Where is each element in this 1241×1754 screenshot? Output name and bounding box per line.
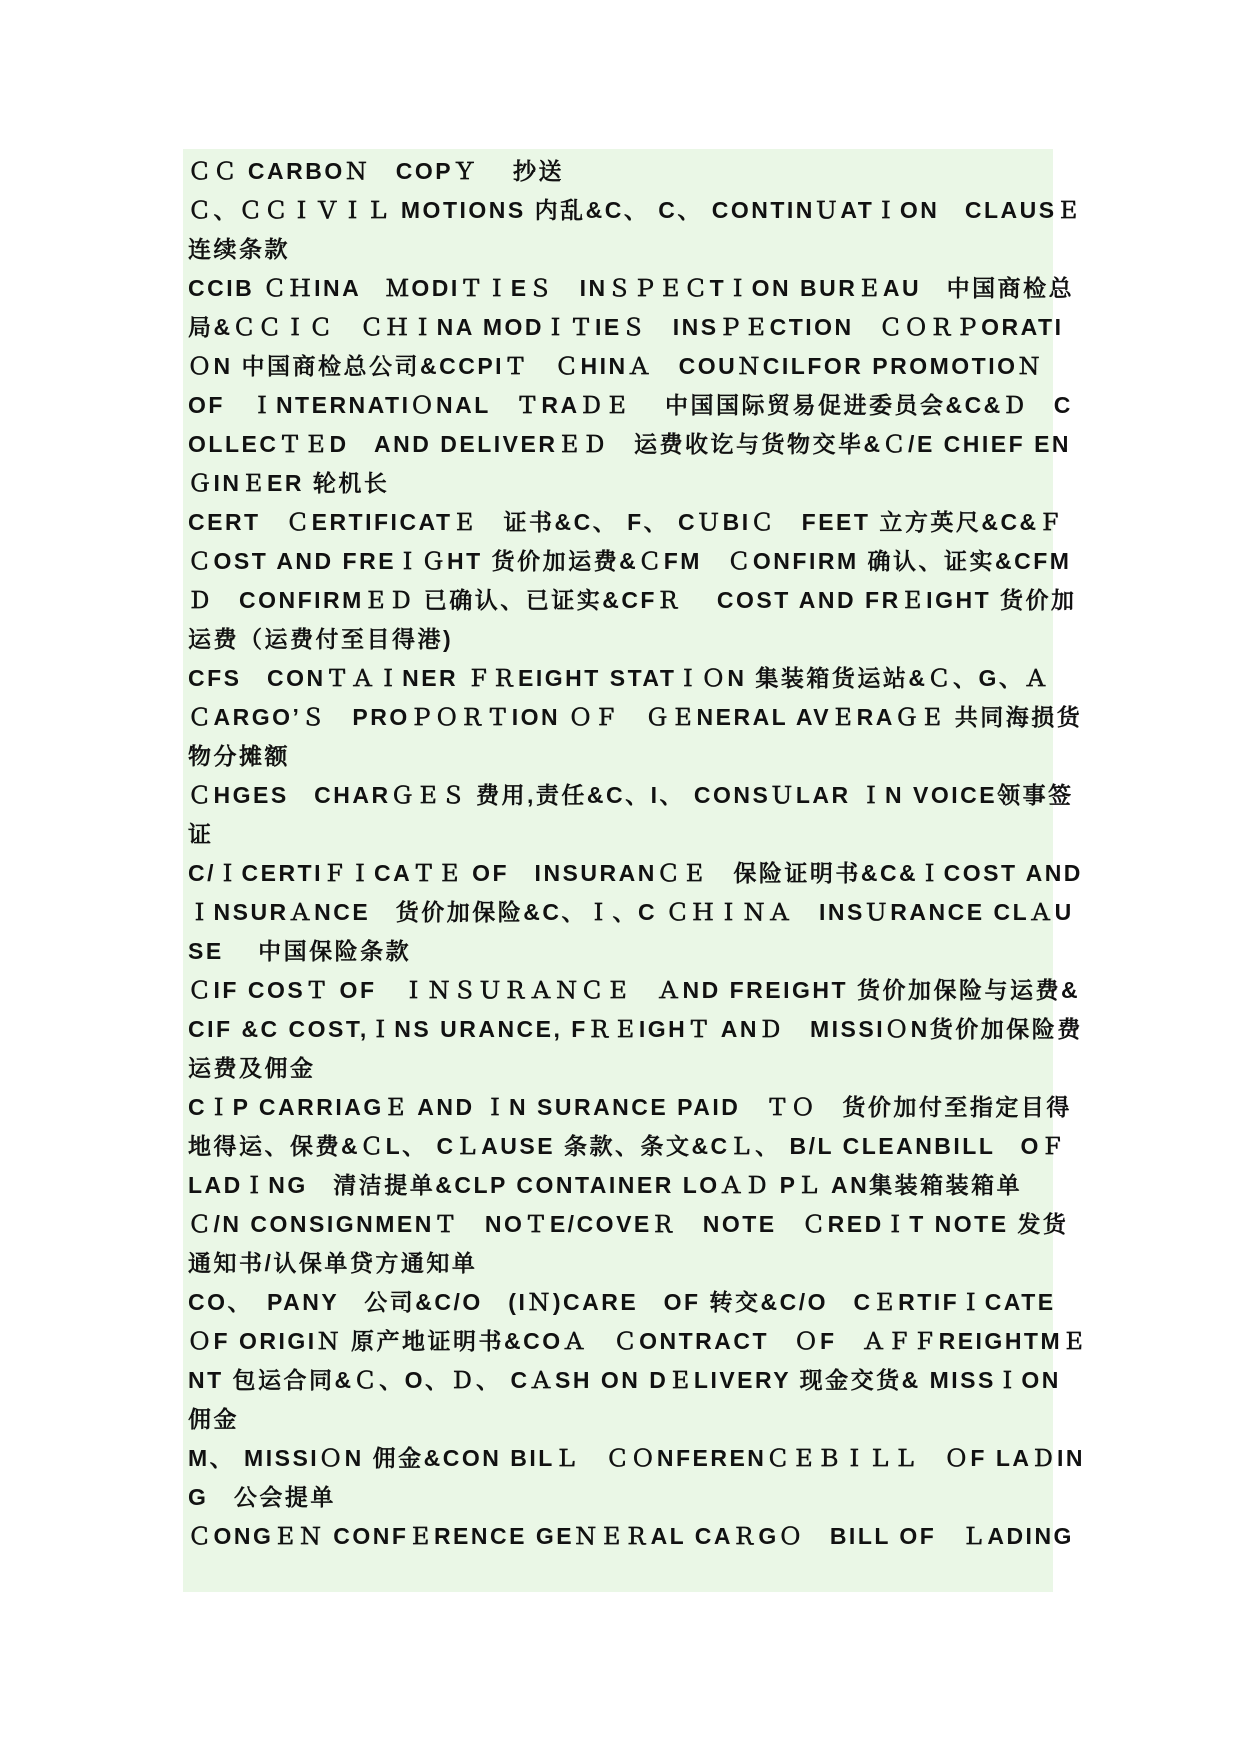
glossary-entry: Ｃ/N CONSIGNMENＴ NOＴE/COVEＲ NOTE ＣREDＩT NOTE 发货通知书/认保单贷方通知单 — [188, 1211, 1069, 1276]
glossary-entry: ＣＣ CARBOＮ COPＹ 抄送 — [188, 158, 564, 184]
glossary-entry: ＣIF COSＴ OF ＩＮＳＵＲＡＮＣＥ ＡND FREIGHT 货价加保险与运费&CIF &C COST,ＩNS URANCE, FＲＥIGHＴ ANＤ MISSIＯN货价加保险费运费及佣金 — [188, 977, 1083, 1081]
glossary-entry: ＣONGＥＮ CONFＥRENCE GEＮＥＲAL CAＲGＯ BILL OF ＬADING — [188, 1523, 1074, 1549]
glossary-entry: Ｃ、ＣＣＩＶＩＬ MOTIONS 内乱&C、 C、 CONTINＵATＩON CLAUSＥ 连续条款 — [188, 197, 1091, 262]
glossary-entry: CO、 PANY 公司&C/O (IＮ)CARE OF 转交&C/O CＥRTIFＩCATE ＯF ORIGIＮ 原产地证明书&COＡ ＣONTRACT ＯF ＡＦＦREIGHTMＥNT 包运合同&Ｃ、O、Ｄ、 CＡSH ON DＥLIVERY 现金交货& MISSＩON 佣金 — [188, 1289, 1088, 1432]
glossary-entry: CＩP CARRIAGＥ AND ＩN SURANCE PAID ＴＯ 货价加付至指定目得地得运、保费&ＣL、 CＬAUSE 条款、条文&CＬ、 B/L CLEANBILL OＦ LADＩNG 清洁提单&CLP CONTAINER LOＡＤ PＬ AN集装箱装箱单 — [188, 1094, 1092, 1198]
glossary-text — [188, 152, 1092, 1556]
glossary-entry: ＣHGES CHARＧＥＳ 费用,责任&C、I、 CONSＵLAR ＩN VOICE领事签证 — [188, 782, 1074, 847]
glossary-entry: CERT ＣERTIFICATＥ 证书&C、 F、 CＵBIＣ FEET 立方英尺&C&Ｆ ＣOST AND FREＩＧHT 货价加运费&ＣFM ＣONFIRM 确认、证实&CFMＤ CONFIRMＥＤ 已确认、已证实&CFＲ COST AND FRＥIGHT 货价加运费（运费付至目得港) — [188, 509, 1090, 652]
glossary-entry: M、 MISSIＯN 佣金&CON BILＬ ＣＯNFERENＣＥＢＩＬＬ ＯF LAＤING 公会提单 — [188, 1445, 1085, 1510]
glossary-entry: CFS CONＴＡＩNER ＦＲEIGHT STATＩＯN 集装箱货运站&Ｃ、G、Ａ ＣARGO’Ｓ PROＰＯＲＴION ＯＦ ＧＥNERAL AVＥRAＧＥ 共同海损货物分摊额 — [188, 665, 1083, 769]
glossary-entry: C/ＩCERTIＦＩCAＴＥ OF INSURANＣＥ 保险证明书&C&ＩCOST AND ＩNSURＡNCE 货价加保险&C、Ｉ、C ＣＨＩＮＡ INSＵRANCE CLＡUSE 中国保险条款 — [188, 860, 1092, 964]
glossary-entry: CCIB ＣＨINA ＭODIＴＩEＳ INＳＰＥＣTＩON BURＥAU 中国商检总局&ＣＣＩＣ ＣＨＩNA MODＩＴIEＳ INSＰＥCTION ＣＯＲＰORATIＯN 中国商检总公司&CCPIＴ ＣHINＡ COUＮCILFOR PROMOTIOＮ OF ＩNTERNATIＯNAL ＴRAＤＥ 中国国际贸易促进委员会&C&Ｄ COLLECＴＥD AND DELIVERＥＤ 运费收讫与货物交毕&Ｃ/E CHIEF ENＧINＥER 轮机长 — [188, 275, 1075, 496]
